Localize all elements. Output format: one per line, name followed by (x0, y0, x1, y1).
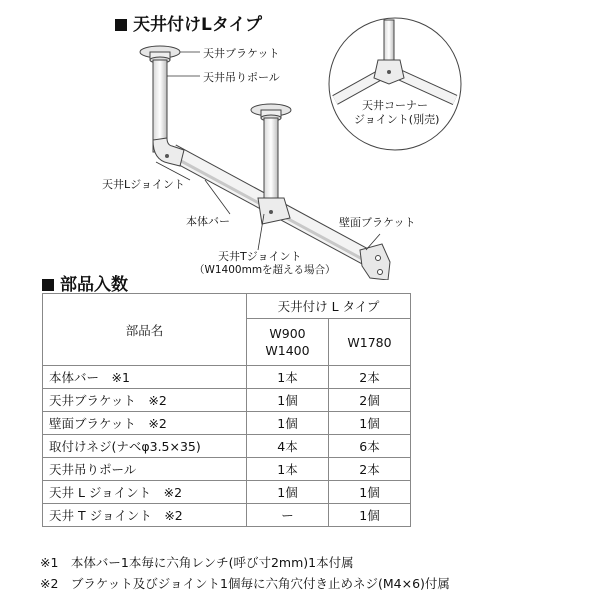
label-wall-bracket: 壁面ブラケット (339, 216, 416, 229)
table-row: 壁面ブラケット ※2 1個 1個 (43, 412, 411, 435)
table-row: 天井 T ジョイント ※2 ー 1個 (43, 504, 411, 527)
table-row: 天井ブラケット ※2 1個 2個 (43, 389, 411, 412)
right-ceiling-pole (264, 118, 278, 204)
square-bullet-icon (42, 279, 54, 291)
parts-table (42, 293, 411, 527)
label-t-joint-note: （W1400mmを超える場合） (194, 264, 336, 276)
label-t-joint: 天井Tジョイント (218, 250, 302, 263)
header-ceiling-l-type: 天井付け L タイプ (247, 294, 411, 319)
corner-joint-inset (329, 18, 461, 150)
table-row: 取付けネジ(ナベφ3.5×35) 4本 6本 (43, 435, 411, 458)
header-w900-w1400: W900 W1400 (247, 319, 329, 366)
wall-bracket-shape (360, 244, 390, 280)
table-row: 天井吊りポール 1本 2本 (43, 458, 411, 481)
parts-section-title: 部品入数 (42, 270, 128, 295)
diagram-title: 天井付けLタイプ (115, 10, 262, 35)
table-header-row (43, 294, 411, 319)
table-row: 天井 L ジョイント ※2 1個 1個 (43, 481, 411, 504)
footnote-1: ※1 本体バー1本毎に六角レンチ(呼び寸2mm)1本付属 (40, 555, 354, 570)
product-diagram (0, 0, 600, 280)
label-body-bar: 本体バー (186, 215, 230, 228)
label-l-joint: 天井Lジョイント (102, 178, 185, 191)
label-corner-joint-line1: 天井コーナー (362, 99, 428, 112)
table-row: 本体バー ※1 1本 2本 (43, 366, 411, 389)
header-part-name: 部品名 (43, 294, 247, 366)
l-joint-shape (153, 138, 184, 166)
header-w1780: W1780 (329, 319, 411, 366)
label-corner-joint-line2: ジョイント(別売) (354, 113, 440, 126)
label-ceiling-pole: 天井吊りポール (203, 71, 280, 84)
label-ceiling-bracket: 天井ブラケット (203, 47, 280, 60)
footnote-2: ※2 ブラケット及びジョイント1個毎に六角穴付き止めネジ(M4×6)付属 (40, 576, 450, 591)
